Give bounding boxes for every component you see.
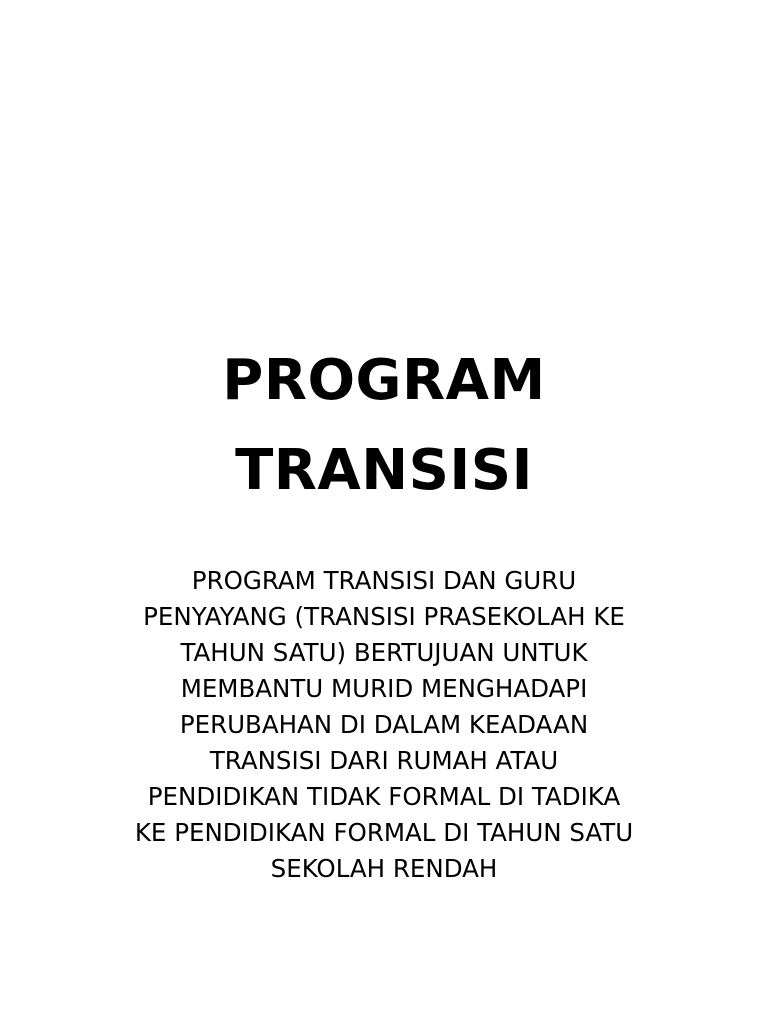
body-line-8: KE PENDIDIKAN FORMAL DI TAHUN SATU [134,818,634,847]
body-line-3: TAHUN SATU) BERTUJUAN UNTUK [180,638,588,667]
body-line-1: PROGRAM TRANSISI DAN GURU [191,566,577,595]
title-line-2: TRANSISI [235,438,533,503]
body-line-5: PERUBAHAN DI DALAM KEADAAN [179,710,589,739]
body-line-6: TRANSISI DARI RUMAH ATAU [209,746,559,775]
page-title [0,336,768,516]
body-line-7: PENDIDIKAN TIDAK FORMAL DI TADIKA [147,782,621,811]
title-line-1: PROGRAM [222,348,546,413]
body-line-4: MEMBANTU MURID MENGHADAPI [180,674,588,703]
body-paragraph [0,563,768,887]
body-line-9: SEKOLAH RENDAH [270,854,498,883]
body-line-2: PENYAYANG (TRANSISI PRASEKOLAH KE [143,602,625,631]
